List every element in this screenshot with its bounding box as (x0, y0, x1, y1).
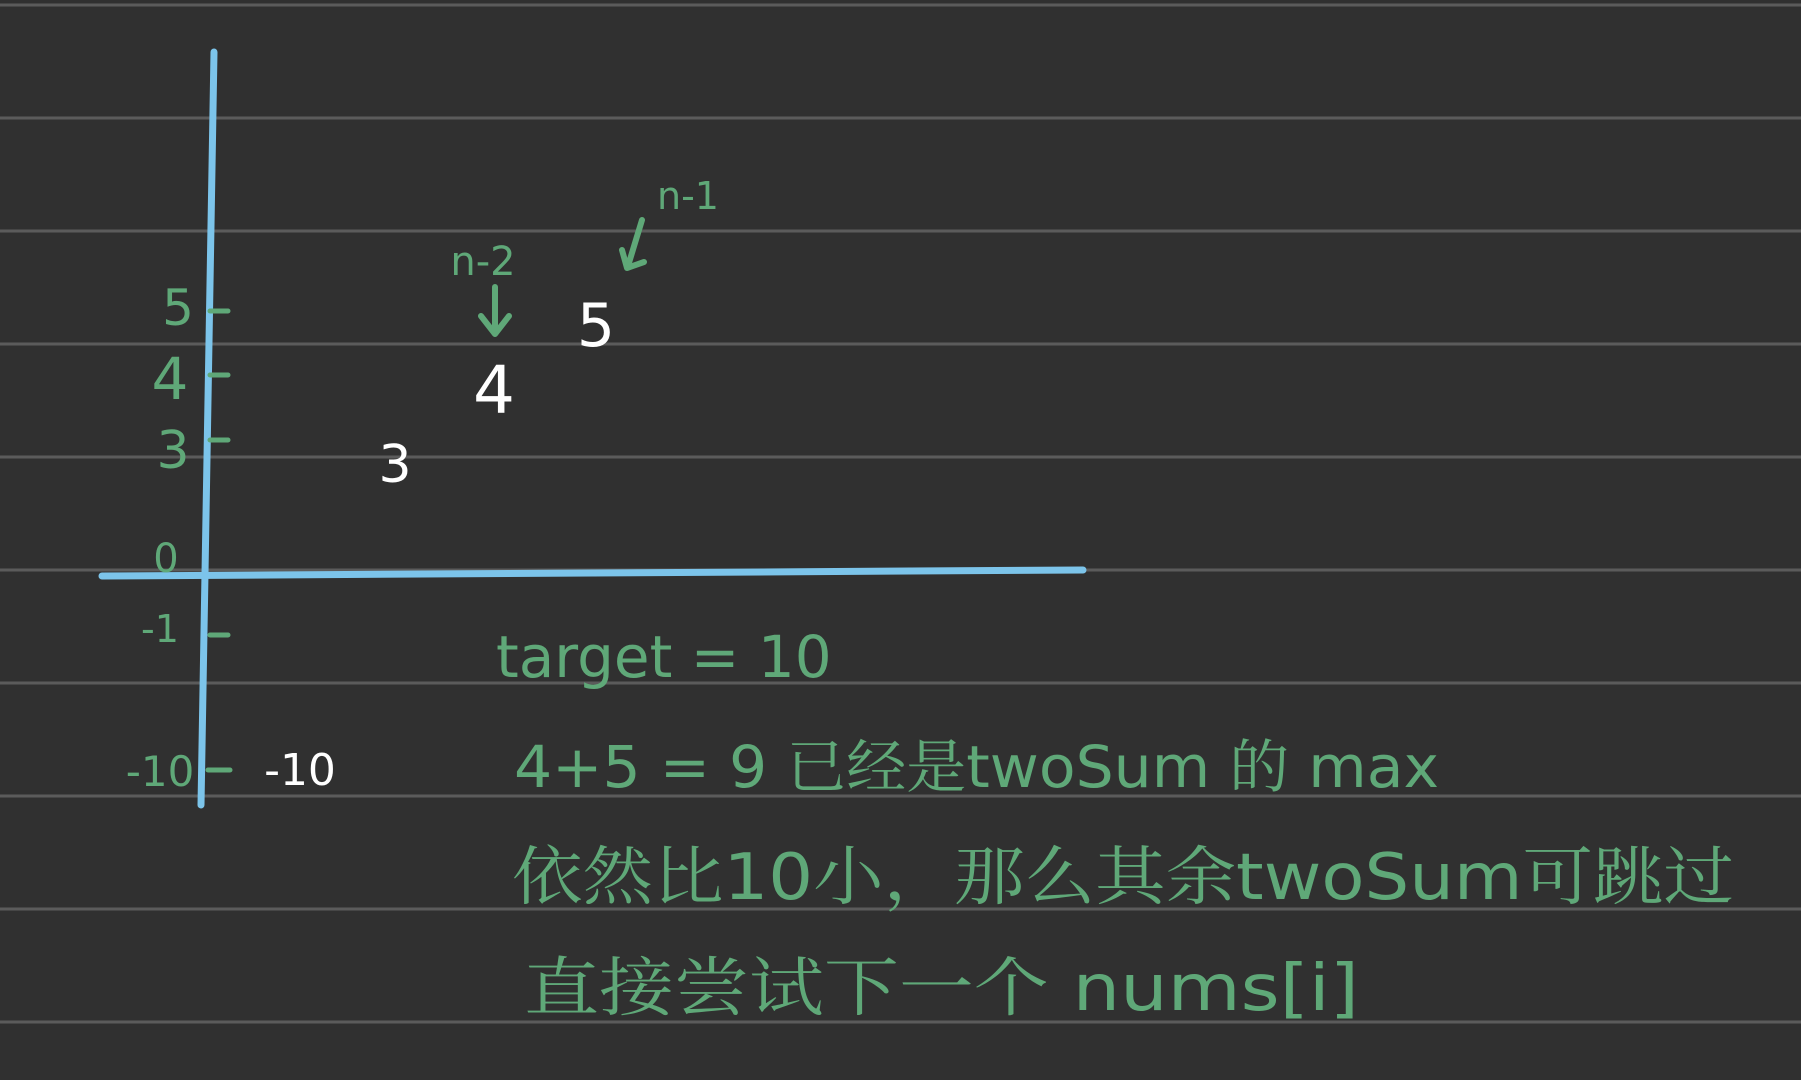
pointer-label-n-2: n-2 (450, 239, 516, 285)
tick-label-0: 0 (153, 536, 179, 582)
tick-label-neg1: -1 (141, 607, 179, 651)
note-line-3: 直接尝试下一个 nums[i] (524, 952, 1359, 1026)
note-target: target = 10 (496, 623, 832, 691)
tick-label-neg10: -10 (125, 747, 195, 796)
y-axis (201, 52, 214, 805)
tick-label-5: 5 (162, 279, 194, 337)
pointer-label-n-1: n-1 (657, 174, 719, 218)
tick-labels (126, 279, 195, 796)
data-points (264, 291, 615, 796)
note-line-2: 依然比10小，那么其余twoSum可跳过 (512, 841, 1734, 915)
point-4: 4 (473, 352, 515, 429)
pointer-arrow-n-1 (622, 220, 644, 268)
point-3: 3 (378, 435, 412, 495)
tick-label-4: 4 (151, 345, 189, 413)
point-5: 5 (576, 291, 616, 361)
tick-label-3: 3 (156, 421, 190, 481)
note-line-1: 4+5 = 9 已经是twoSum 的 max (514, 733, 1439, 801)
point-neg10: -10 (264, 745, 336, 796)
pointer-arrow-n-2 (481, 287, 509, 334)
axes (102, 52, 1083, 805)
